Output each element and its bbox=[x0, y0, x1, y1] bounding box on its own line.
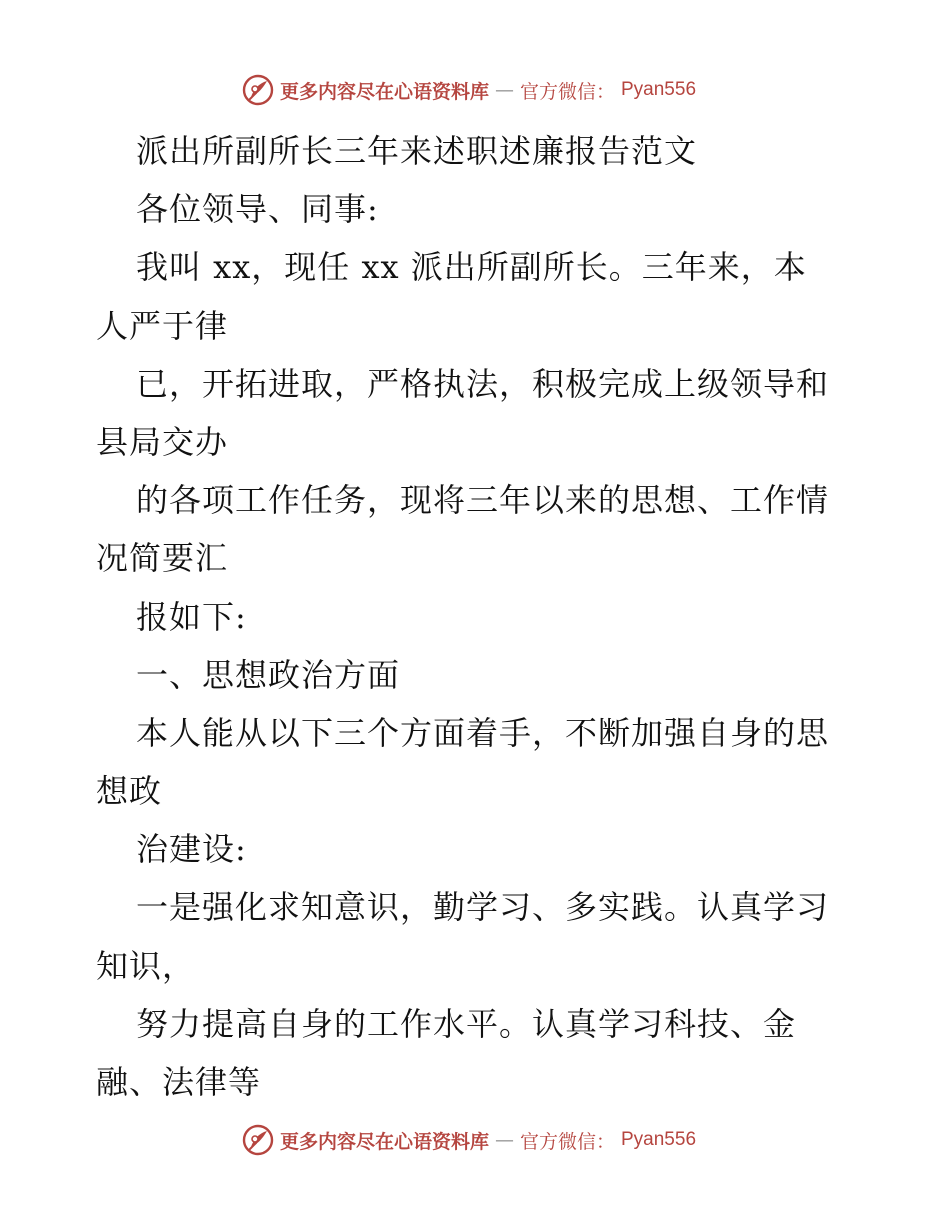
document-line: 努力提高自身的工作水平。认真学习科技、金 bbox=[136, 1004, 797, 1043]
footer-banner-content bbox=[242, 1124, 696, 1156]
document-line: 人严于律 bbox=[96, 306, 229, 345]
section-heading: 一、思想政治方面 bbox=[136, 655, 401, 694]
wechat-label: 官方微信： bbox=[519, 1130, 615, 1153]
document-line: 治建设: bbox=[136, 830, 247, 869]
wechat-label: 官方微信： bbox=[519, 80, 615, 103]
header-banner bbox=[0, 70, 950, 110]
document-line: 融、法律等 bbox=[96, 1063, 262, 1101]
document-line: 我叫 xx，现任 xx 派出所副所长。三年来，本 bbox=[136, 248, 807, 287]
document-line: 报如下: bbox=[136, 597, 247, 636]
header-banner-content bbox=[242, 74, 696, 106]
banner-separator: — bbox=[494, 1129, 514, 1151]
footer-banner bbox=[0, 1120, 950, 1160]
document-line: 知识， bbox=[96, 946, 196, 985]
document-body bbox=[96, 122, 856, 1111]
banner-separator: — bbox=[494, 79, 514, 101]
site-slogan: 更多内容尽在心语资料库 bbox=[279, 1130, 489, 1153]
wechat-id: Pyan556 bbox=[621, 1129, 697, 1150]
document-line: 一是强化求知意识，勤学习、多实践。认真学习 bbox=[136, 888, 830, 927]
site-slogan: 更多内容尽在心语资料库 bbox=[279, 80, 489, 103]
document-title: 派出所副所长三年来述职述廉报告范文 bbox=[136, 132, 698, 170]
document-line: 已，开拓进取，严格执法，积极完成上级领导和 bbox=[136, 364, 830, 403]
feather-pen-icon bbox=[242, 1124, 274, 1156]
document-line: 况简要汇 bbox=[96, 539, 229, 578]
wechat-id: Pyan556 bbox=[621, 79, 697, 100]
document-line: 本人能从以下三个方面着手，不断加强自身的思 bbox=[136, 713, 830, 752]
document-line: 的各项工作任务，现将三年以来的思想、工作情 bbox=[136, 481, 830, 520]
document-line: 各位领导、同事: bbox=[136, 190, 379, 229]
document-line: 想政 bbox=[96, 772, 163, 811]
feather-pen-icon bbox=[242, 74, 274, 106]
document-line: 县局交办 bbox=[96, 422, 229, 461]
